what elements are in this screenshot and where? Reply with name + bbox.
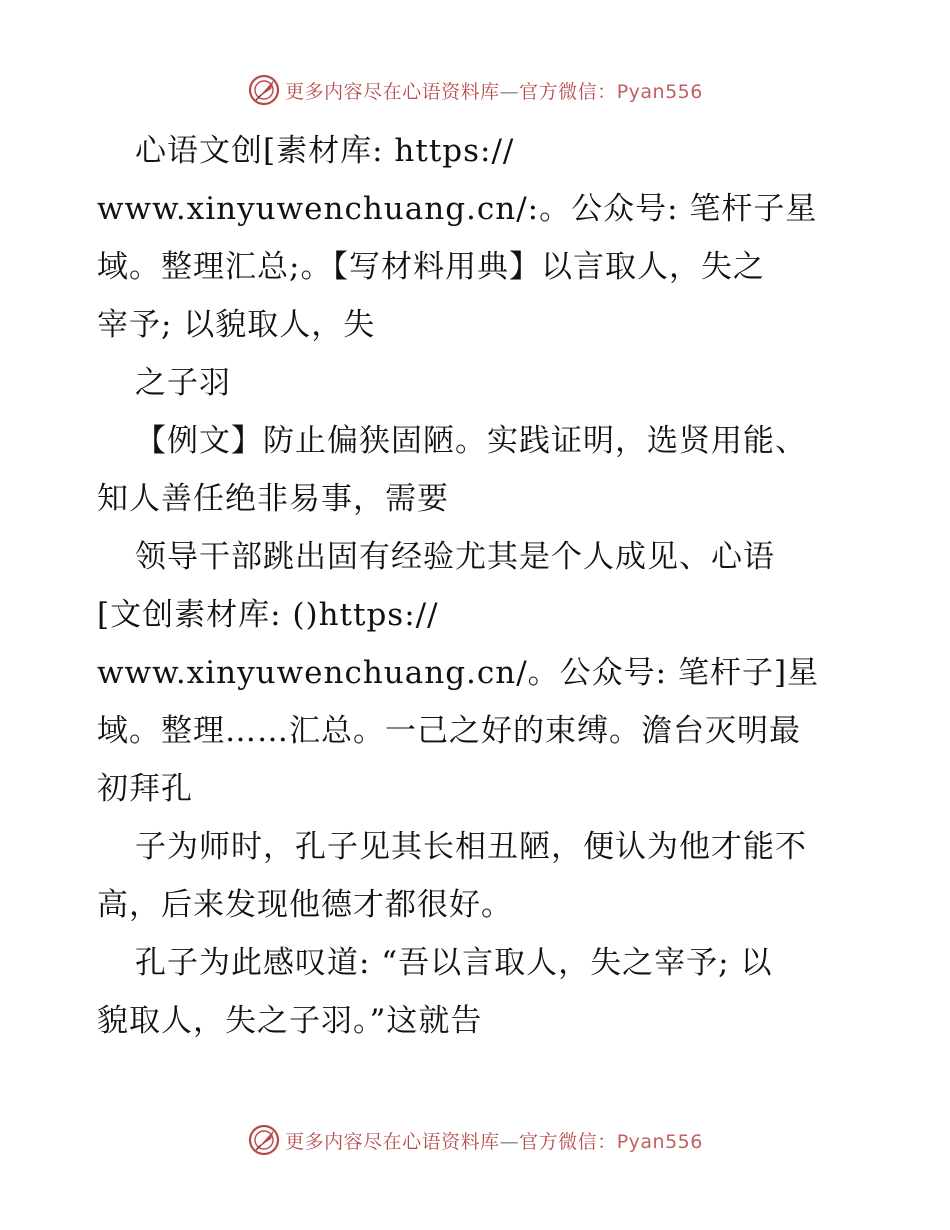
- watermark-title: 更多内容尽在心语资料库: [285, 80, 500, 103]
- watermark-text: [285, 77, 703, 104]
- body-line: 知人善任绝非易事，需要: [97, 481, 449, 517]
- document-body: [97, 122, 857, 1050]
- watermark-text: [285, 1127, 703, 1154]
- body-line: 初拜孔: [97, 771, 193, 807]
- body-line: 宰予; 以貌取人，失: [97, 307, 376, 343]
- quill-logo-icon: [247, 73, 281, 107]
- body-line: [文创素材库: ()https://: [97, 597, 439, 633]
- watermark-separator: —: [499, 1130, 520, 1153]
- body-line: 子为师时，孔子见其长相丑陋，便认为他才能不: [135, 829, 807, 865]
- watermark-wechat-id: Pyan556: [616, 80, 703, 103]
- body-line: 域。整理……汇总。一己之好的束缚。澹台灭明最: [97, 713, 801, 749]
- body-line: 域。整理汇总;。【写材料用典】以言取人，失之: [97, 249, 765, 285]
- body-line: www.xinyuwenchuang.cn/:。公众号: 笔杆子星: [97, 191, 818, 227]
- watermark-wechat-label: 官方微信：: [519, 80, 617, 103]
- footer-watermark: [0, 1120, 950, 1160]
- body-line: 貌取人，失之子羽。”这就告: [97, 1003, 483, 1039]
- body-line: www.xinyuwenchuang.cn/。公众号: 笔杆子]星: [97, 655, 820, 691]
- watermark-wechat-label: 官方微信：: [519, 1130, 617, 1153]
- watermark-wechat-id: Pyan556: [616, 1130, 703, 1153]
- quill-logo-icon: [247, 1123, 281, 1157]
- watermark-title: 更多内容尽在心语资料库: [285, 1130, 500, 1153]
- body-line: 心语文创[素材库: https://: [135, 133, 515, 169]
- watermark-separator: —: [499, 80, 520, 103]
- header-watermark: [0, 70, 950, 110]
- body-line: 之子羽: [135, 365, 231, 401]
- body-line: 孔子为此感叹道: “吾以言取人，失之宰予; 以: [135, 945, 773, 981]
- body-line: 【例文】防止偏狭固陋。实践证明，选贤用能、: [135, 423, 807, 459]
- body-line: 领导干部跳出固有经验尤其是个人成见、心语: [135, 539, 775, 575]
- body-line: 高，后来发现他德才都很好。: [97, 887, 513, 923]
